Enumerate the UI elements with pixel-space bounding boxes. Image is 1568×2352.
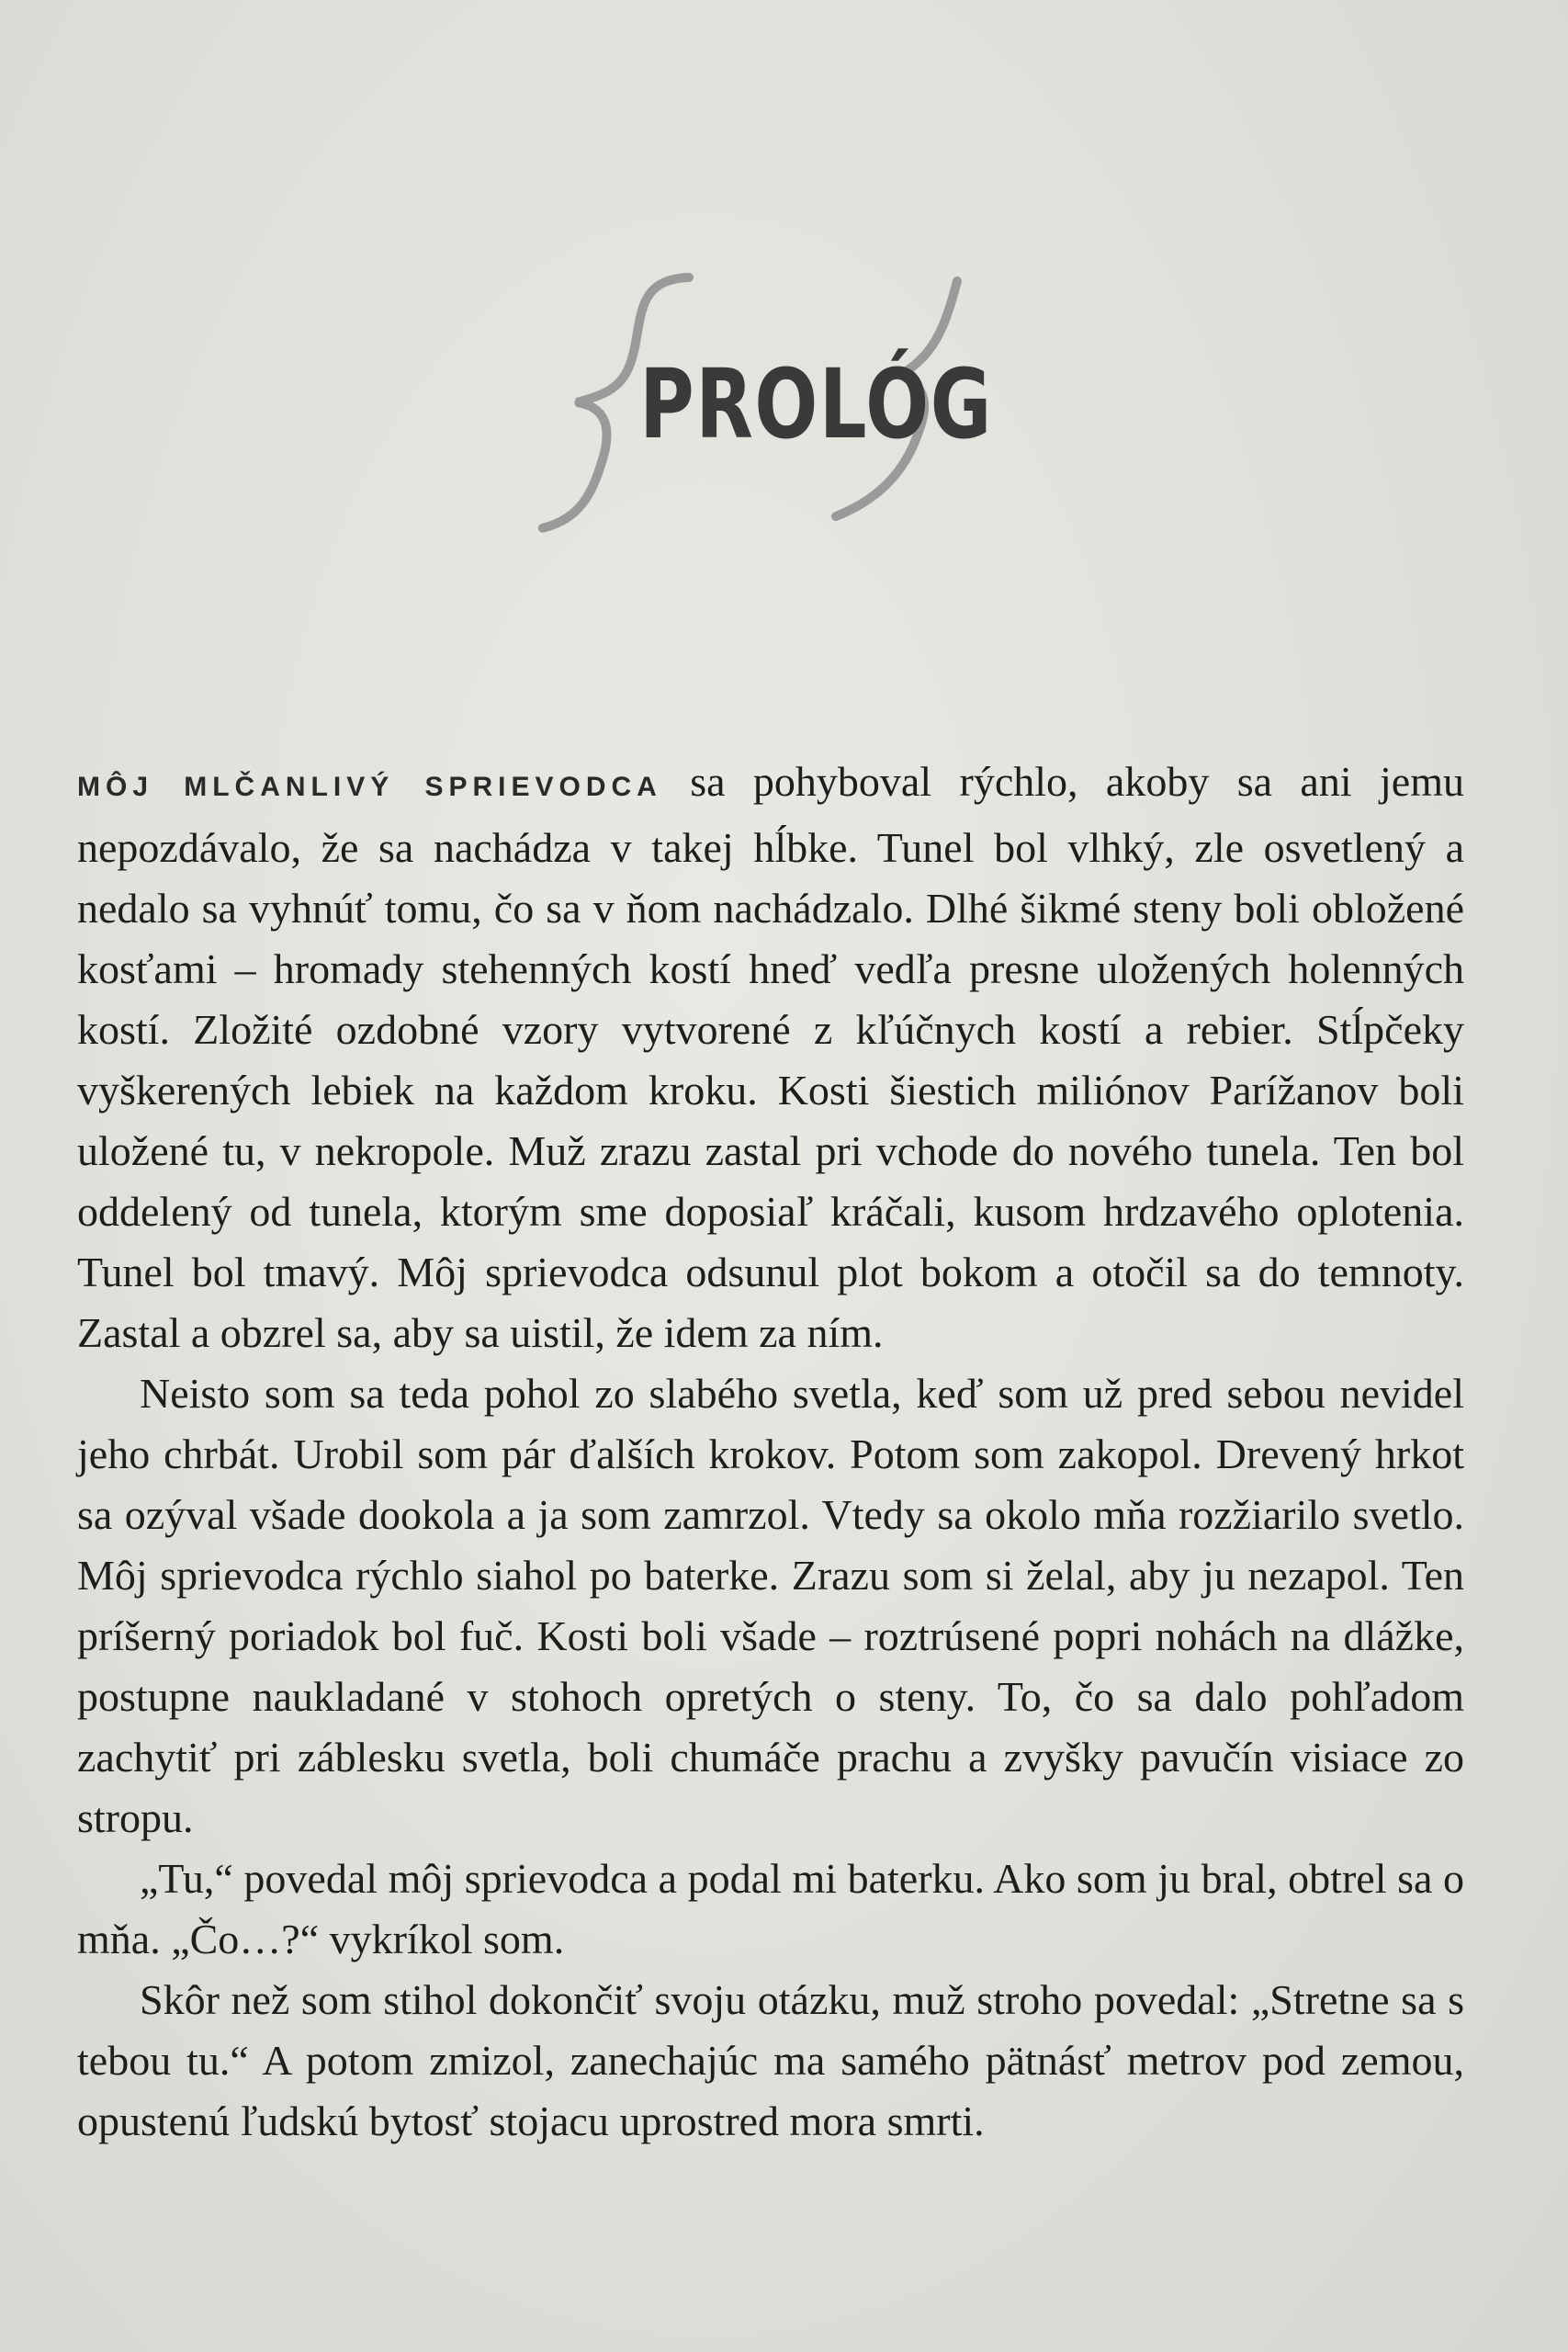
chapter-body <box>77 752 1464 2152</box>
paragraph-4: Skôr než som stihol dokončiť svoju otázku, muž stroho povedal: „Stretne sa s tebou tu.“ A potom zmizol, zanechajúc ma samého pätnásť metrov pod zemou, opustenú ľudskú bytosť stojacu uprostred mora smrti. <box>77 1976 1464 2144</box>
paragraph-3: „Tu,“ povedal môj sprievodca a podal mi baterku. Ako som ju bral, obtrel sa o mňa. „Čo…?“ vykríkol som. <box>77 1855 1464 1962</box>
lead-in-smallcaps: MÔJ MLČANLIVÝ SPRIEVODCA <box>77 772 662 802</box>
paragraph-2: Neisto som sa teda pohol zo slabého svetla, keď som už pred sebou nevidel jeho chrbát. Urobil som pár ďalších krokov. Potom som zakopol. Drevený hrkot sa ozýval všade dookola a ja som zamrzol. Vtedy sa okolo mňa rozžiarilo svetlo. Môj sprievodca rýchlo siahol po baterke. Zrazu som si želal, aby ju nezapol. Ten príšerný poriadok bol fuč. Kosti boli všade – roztrúsené popri nohách na dlážke, postupne naukladané v stohoch opretých o steny. To, čo sa dalo pohľadom zachytiť pri záblesku svetla, boli chumáče prachu a zvyšky pavučín visiace zo stropu. <box>77 1370 1464 1841</box>
paragraph-1-text: sa pohyboval rýchlo, akoby sa ani jemu nepozdávalo, že sa nachádza v takej hĺbke. Tunel bol vlhký, zle osvetlený a nedalo sa vyhnúť tomu, čo sa v ňom nachádzalo. Dlhé šikmé steny boli obložené kosťami – hromady stehenných kostí hneď vedľa presne uložených holenných kostí. Zložité ozdobné vzory vytvorené z kľúčnych kostí a rebier. Stĺpčeky vyškerených lebiek na každom kroku. Kosti šiestich miliónov Parížanov boli uložené tu, v nekropole. Muž zrazu zastal pri vchode do nového tunela. Ten bol oddelený od tunela, ktorým sme doposiaľ kráčali, kusom hrdzavého oplotenia. Tunel bol tmavý. Môj sprievodca odsunul plot bokom a otočil sa do temnoty. Zastal a obzrel sa, aby sa uistil, že idem za ním. <box>77 758 1464 1356</box>
chapter-heading <box>514 266 992 542</box>
paragraph-1 <box>77 752 1464 1363</box>
chapter-title: PROLÓG <box>639 348 993 460</box>
